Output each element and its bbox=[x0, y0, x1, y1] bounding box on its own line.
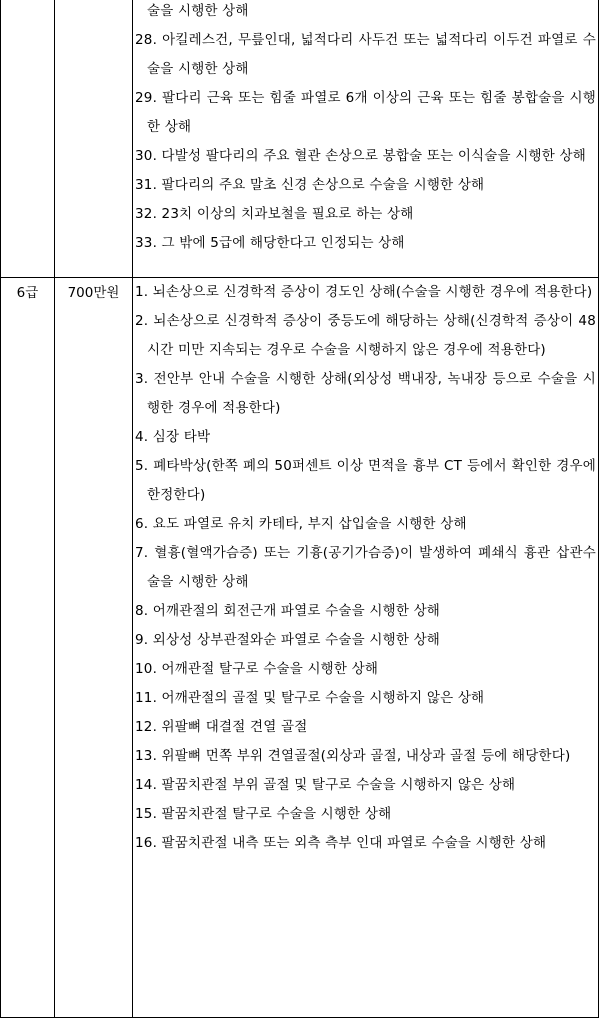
grade-cell: 6급 bbox=[1, 278, 55, 1018]
list-item: 28. 아킬레스건, 무릎인대, 넓적다리 사두건 또는 넓적다리 이두건 파열로 수술을 시행한 상해 bbox=[135, 32, 596, 77]
list-item: 14. 팔꿈치관절 부위 골절 및 탈구로 수술을 시행하지 않은 상해 bbox=[135, 777, 516, 793]
items-cell bbox=[133, 0, 599, 278]
list-item: 13. 위팔뼈 먼쪽 부위 견열골절(외상과 골절, 내상과 골절 등에 해당한다) bbox=[135, 748, 571, 764]
list-item: 7. 혈흉(혈액가슴증) 또는 기흉(공기가슴증)이 발생하여 폐쇄식 흉관 삽관수술을 시행한 상해 bbox=[135, 545, 596, 590]
list-item: 5. 폐타박상(한쪽 폐의 50퍼센트 이상 면적을 흉부 CT 등에서 확인한 경우에 한정한다) bbox=[135, 458, 596, 503]
list-item: 29. 팔다리 근육 또는 힘줄 파열로 6개 이상의 근육 또는 힘줄 봉합술을 시행한 상해 bbox=[135, 90, 596, 135]
list-item: 12. 위팔뼈 대결절 견열 골절 bbox=[135, 719, 308, 735]
items-cell bbox=[133, 278, 599, 1018]
list-item: 32. 23치 이상의 치과보철을 필요로 하는 상해 bbox=[135, 206, 414, 222]
list-item: 6. 요도 파열로 유치 카테타, 부지 삽입술을 시행한 상해 bbox=[135, 516, 467, 532]
list-item: 1. 뇌손상으로 신경학적 증상이 경도인 상해(수술을 시행한 경우에 적용한다) bbox=[135, 284, 593, 300]
list-item: 11. 어깨관절의 골절 및 탈구로 수술을 시행하지 않은 상해 bbox=[135, 690, 485, 706]
list-item: 4. 심장 타박 bbox=[135, 429, 211, 445]
amount-cell bbox=[55, 0, 133, 278]
table-row-grade-5-continued bbox=[1, 0, 599, 278]
list-item: 3. 전안부 안내 수술을 시행한 상해(외상성 백내장, 녹내장 등으로 수술을 시행한 경우에 적용한다) bbox=[135, 371, 596, 416]
list-item: 8. 어깨관절의 회전근개 파열로 수술을 시행한 상해 bbox=[135, 603, 441, 619]
list-item: 30. 다발성 팔다리의 주요 혈관 손상으로 봉합술 또는 이식술을 시행한 상해 bbox=[135, 148, 586, 164]
list-item: 9. 외상성 상부관절와순 파열로 수술을 시행한 상해 bbox=[135, 632, 441, 648]
list-item: 15. 팔꿈치관절 탈구로 수술을 시행한 상해 bbox=[135, 806, 392, 822]
list-item: 술을 시행한 상해 bbox=[147, 3, 249, 19]
grade-cell bbox=[1, 0, 55, 278]
list-item: 33. 그 밖에 5급에 해당한다고 인정되는 상해 bbox=[135, 235, 405, 251]
list-item: 2. 뇌손상으로 신경학적 증상이 중등도에 해당하는 상해(신경학적 증상이 48시간 미만 지속되는 경우로 수술을 시행하지 않은 경우에 적용한다) bbox=[135, 313, 596, 358]
list-item: 31. 팔다리의 주요 말초 신경 손상으로 수술을 시행한 상해 bbox=[135, 177, 485, 193]
amount-cell: 700만원 bbox=[55, 278, 133, 1018]
table-row-grade-6 bbox=[1, 278, 599, 1018]
list-item: 10. 어깨관절 탈구로 수술을 시행한 상해 bbox=[135, 661, 379, 677]
list-item: 16. 팔꿈치관절 내측 또는 외측 측부 인대 파열로 수술을 시행한 상해 bbox=[135, 835, 547, 851]
